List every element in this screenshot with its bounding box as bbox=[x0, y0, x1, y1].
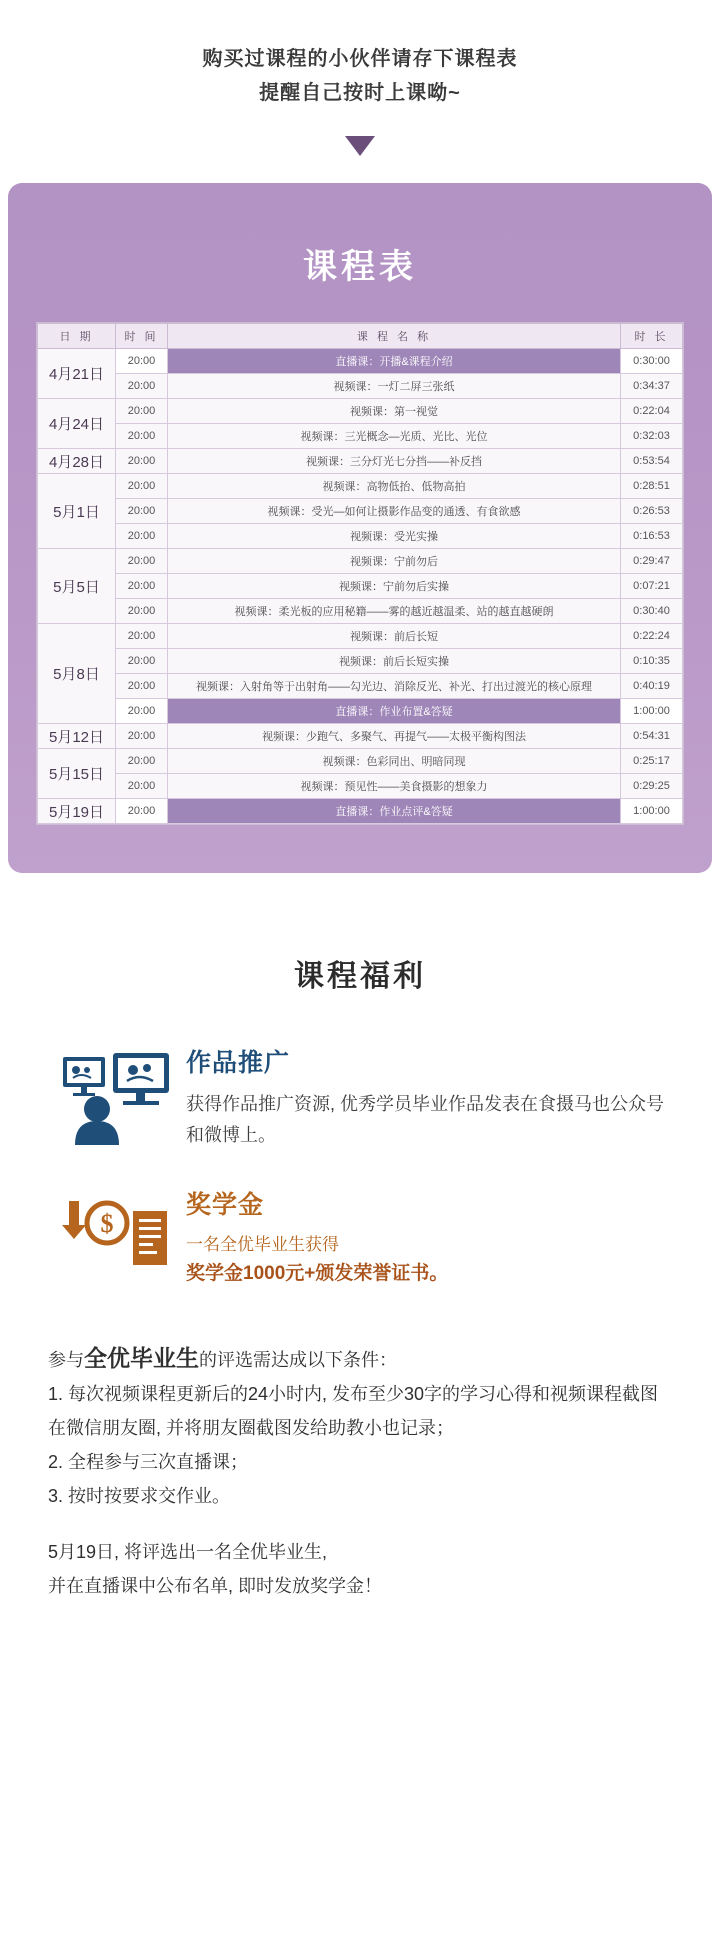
cell-date: 4月24日 bbox=[38, 399, 116, 449]
cell-course-name: 视频课：受光—如何让摄影作品变的通透、有食欲感 bbox=[168, 499, 621, 524]
cell-course-name: 视频课：入射角等于出射角——勾光边、消除反光、补光、打出过渡光的核心原理 bbox=[168, 674, 621, 699]
cell-time: 20:00 bbox=[116, 374, 168, 399]
cell-duration: 0:40:19 bbox=[621, 674, 683, 699]
cell-time: 20:00 bbox=[116, 749, 168, 774]
cell-time: 20:00 bbox=[116, 499, 168, 524]
table-row bbox=[38, 599, 683, 624]
benefit-scholarship-line1: 一名全优毕业生获得 bbox=[186, 1235, 339, 1254]
cell-course-name: 视频课：一灯二屏三张纸 bbox=[168, 374, 621, 399]
cell-duration: 0:22:24 bbox=[621, 624, 683, 649]
cell-course-name: 视频课：预见性——美食摄影的想象力 bbox=[168, 774, 621, 799]
cell-time: 20:00 bbox=[116, 349, 168, 374]
conditions-lead-prefix: 参与 bbox=[48, 1350, 84, 1370]
cell-duration: 1:00:00 bbox=[621, 699, 683, 724]
cell-time: 20:00 bbox=[116, 474, 168, 499]
cell-course-name: 视频课：前后长短 bbox=[168, 624, 621, 649]
cell-duration: 0:10:35 bbox=[621, 649, 683, 674]
cell-duration: 0:30:40 bbox=[621, 599, 683, 624]
conditions-spacer bbox=[48, 1513, 672, 1535]
benefit-promotion-text bbox=[178, 1043, 666, 1151]
cell-time: 20:00 bbox=[116, 549, 168, 574]
conditions-footer-line-2: 并在直播课中公布名单, 即时发放奖学金！ bbox=[48, 1576, 383, 1596]
conditions-lead bbox=[48, 1341, 672, 1377]
cell-course-name: 视频课：三光概念—光质、光比、光位 bbox=[168, 424, 621, 449]
table-row bbox=[38, 349, 683, 374]
benefit-scholarship-text bbox=[178, 1185, 666, 1289]
top-note bbox=[0, 0, 720, 110]
top-note-line-2: 提醒自己按时上课呦~ bbox=[259, 82, 461, 104]
col-header-time: 时 间 bbox=[116, 324, 168, 349]
benefit-scholarship-line2: 奖学金1000元+颁发荣誉证书。 bbox=[186, 1263, 449, 1284]
table-row bbox=[38, 724, 683, 749]
monitor-person-icon bbox=[54, 1043, 178, 1147]
benefit-promotion-body: 获得作品推广资源, 优秀学员毕业作品发表在食摄马也公众号和微博上。 bbox=[186, 1094, 664, 1145]
cell-course-name: 视频课：三分灯光七分挡——补反挡 bbox=[168, 449, 621, 474]
schedule-title: 课程表 bbox=[303, 248, 417, 286]
cell-time: 20:00 bbox=[116, 599, 168, 624]
cell-course-name: 直播课：作业布置&答疑 bbox=[168, 699, 621, 724]
table-row bbox=[38, 474, 683, 499]
arrow-down-wrap bbox=[0, 136, 720, 161]
cell-duration: 0:54:31 bbox=[621, 724, 683, 749]
benefit-promotion-heading: 作品推广 bbox=[186, 1049, 291, 1077]
cell-date: 5月1日 bbox=[38, 474, 116, 549]
table-row bbox=[38, 399, 683, 424]
cell-course-name: 视频课：第一视觉 bbox=[168, 399, 621, 424]
cell-duration: 0:28:51 bbox=[621, 474, 683, 499]
condition-item-1: 1. 每次视频课程更新后的24小时内, 发布至少30字的学习心得和视频课程截图在微信朋友圈, 并将朋友圈截图发给助教小也记录； bbox=[48, 1384, 659, 1438]
table-row bbox=[38, 574, 683, 599]
cell-course-name: 视频课：少跑气、多聚气、再提气——太极平衡构图法 bbox=[168, 724, 621, 749]
table-row bbox=[38, 749, 683, 774]
conditions-section bbox=[0, 1323, 720, 1663]
cell-course-name: 视频课：前后长短实操 bbox=[168, 649, 621, 674]
cell-date: 5月5日 bbox=[38, 549, 116, 624]
benefits-section bbox=[0, 873, 720, 1289]
cell-duration: 0:25:17 bbox=[621, 749, 683, 774]
table-row bbox=[38, 424, 683, 449]
table-header-row bbox=[38, 324, 683, 349]
cell-time: 20:00 bbox=[116, 674, 168, 699]
cell-duration: 0:30:00 bbox=[621, 349, 683, 374]
top-note-line-1: 购买过课程的小伙伴请存下课程表 bbox=[202, 48, 518, 70]
svg-text:$: $ bbox=[100, 1209, 114, 1238]
table-row bbox=[38, 774, 683, 799]
cell-time: 20:00 bbox=[116, 724, 168, 749]
cell-course-name: 视频课：宁前勿后 bbox=[168, 549, 621, 574]
cell-duration: 0:29:25 bbox=[621, 774, 683, 799]
conditions-lead-suffix: 的评选需达成以下条件： bbox=[199, 1350, 397, 1370]
table-row bbox=[38, 674, 683, 699]
cell-time: 20:00 bbox=[116, 799, 168, 824]
table-row bbox=[38, 374, 683, 399]
cell-duration: 0:53:54 bbox=[621, 449, 683, 474]
table-row bbox=[38, 449, 683, 474]
cell-date: 4月21日 bbox=[38, 349, 116, 399]
conditions-lead-highlight: 全优毕业生 bbox=[84, 1345, 199, 1371]
cell-time: 20:00 bbox=[116, 399, 168, 424]
cell-time: 20:00 bbox=[116, 774, 168, 799]
cell-course-name: 视频课：受光实操 bbox=[168, 524, 621, 549]
cell-course-name: 直播课：作业点评&答疑 bbox=[168, 799, 621, 824]
table-row bbox=[38, 649, 683, 674]
cell-date: 5月15日 bbox=[38, 749, 116, 799]
arrow-down-icon bbox=[345, 136, 375, 156]
condition-item-3: 3. 按时按要求交作业。 bbox=[48, 1486, 231, 1506]
cell-time: 20:00 bbox=[116, 524, 168, 549]
cell-time: 20:00 bbox=[116, 424, 168, 449]
table-row bbox=[38, 699, 683, 724]
cell-date: 5月8日 bbox=[38, 624, 116, 724]
scholarship-coin-icon bbox=[54, 1185, 178, 1279]
cell-date: 5月12日 bbox=[38, 724, 116, 749]
cell-course-name: 直播课：开播&课程介绍 bbox=[168, 349, 621, 374]
benefit-scholarship-heading: 奖学金 bbox=[186, 1191, 265, 1219]
benefit-item-promotion bbox=[0, 1043, 720, 1151]
benefit-item-scholarship bbox=[0, 1185, 720, 1289]
cell-time: 20:00 bbox=[116, 699, 168, 724]
cell-course-name: 视频课：宁前勿后实操 bbox=[168, 574, 621, 599]
cell-time: 20:00 bbox=[116, 574, 168, 599]
cell-time: 20:00 bbox=[116, 649, 168, 674]
cell-time: 20:00 bbox=[116, 449, 168, 474]
col-header-date: 日 期 bbox=[38, 324, 116, 349]
table-row bbox=[38, 624, 683, 649]
cell-duration: 0:07:21 bbox=[621, 574, 683, 599]
cell-date: 4月28日 bbox=[38, 449, 116, 474]
cell-date: 5月19日 bbox=[38, 799, 116, 824]
col-header-duration: 时 长 bbox=[621, 324, 683, 349]
table-row bbox=[38, 499, 683, 524]
schedule-panel bbox=[8, 183, 712, 873]
schedule-table bbox=[37, 323, 683, 824]
cell-duration: 0:16:53 bbox=[621, 524, 683, 549]
table-row bbox=[38, 799, 683, 824]
table-row bbox=[38, 549, 683, 574]
cell-course-name: 视频课：色彩同出、明暗同现 bbox=[168, 749, 621, 774]
table-row bbox=[38, 524, 683, 549]
cell-duration: 1:00:00 bbox=[621, 799, 683, 824]
cell-time: 20:00 bbox=[116, 624, 168, 649]
cell-duration: 0:26:53 bbox=[621, 499, 683, 524]
cell-duration: 0:29:47 bbox=[621, 549, 683, 574]
cell-course-name: 视频课：高物低抬、低物高拍 bbox=[168, 474, 621, 499]
conditions-footer-line-1: 5月19日, 将评选出一名全优毕业生, bbox=[48, 1542, 328, 1562]
cell-course-name: 视频课：柔光板的应用秘籍——雾的越近越温柔、站的越直越硬朗 bbox=[168, 599, 621, 624]
condition-item-2: 2. 全程参与三次直播课； bbox=[48, 1452, 249, 1472]
schedule-table-wrap bbox=[36, 322, 684, 825]
cell-duration: 0:22:04 bbox=[621, 399, 683, 424]
benefits-title: 课程福利 bbox=[294, 960, 426, 993]
cell-duration: 0:32:03 bbox=[621, 424, 683, 449]
cell-duration: 0:34:37 bbox=[621, 374, 683, 399]
col-header-name: 课 程 名 称 bbox=[168, 324, 621, 349]
